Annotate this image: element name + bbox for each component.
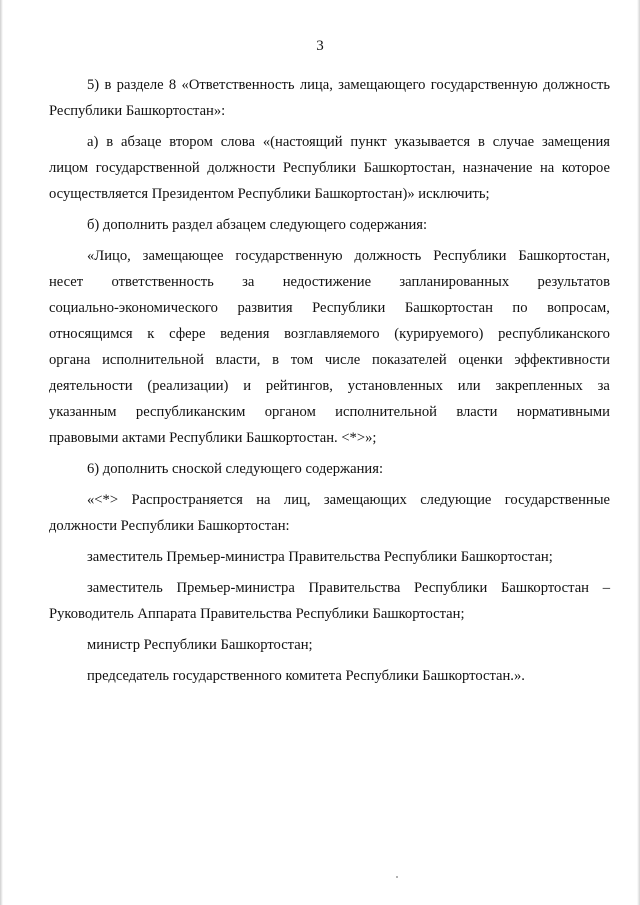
scan-speck (396, 876, 398, 878)
word: (курируемого) (394, 326, 484, 342)
word: указанным (49, 404, 117, 420)
quoted-line-2 (49, 269, 610, 295)
paragraph-item-b: б) дополнить раздел абзацем следующего содержания: (87, 217, 428, 233)
word: или (457, 378, 481, 394)
word: ведения (220, 326, 270, 342)
scan-edge-left (0, 0, 3, 905)
word: и (243, 378, 252, 394)
paragraph-item-6: 6) дополнить сноской следующего содержания: (87, 461, 384, 477)
word: деятельности (49, 378, 133, 394)
word: показателей (371, 352, 447, 368)
page-number: 3 (316, 38, 324, 54)
word: результатов (537, 274, 610, 290)
word: оценки (458, 352, 503, 368)
word: установленных (347, 378, 443, 394)
quoted-line-3 (49, 295, 610, 321)
paragraph-item-a: а) в абзаце втором слова «(настоящий пункт указывается в случае замещения лицом государственной должности Республики Башкортостан, назначение на которое осуществляется Президентом Республики Башкортостан)» исключить; (49, 134, 610, 202)
word: запланированных (399, 274, 510, 290)
word: власти, (215, 352, 261, 368)
word: республиканским (135, 404, 246, 420)
word: к (147, 326, 155, 342)
word: органа (49, 352, 91, 368)
footnote-position-committee-chair: председатель государственного комитета Республики Башкортостан.». (87, 668, 525, 684)
word: возглавляемого (284, 326, 380, 342)
word: рейтингов, (265, 378, 333, 394)
word: (реализации) (147, 378, 229, 394)
document-body (49, 72, 610, 694)
quoted-line-1 (49, 243, 610, 269)
quoted-line-1-text: «Лицо, замещающее государственную должность Республики Башкортостан, (87, 248, 610, 264)
word: сфере (169, 326, 206, 342)
word: власти (456, 404, 498, 420)
word: в (272, 352, 279, 368)
word: по (512, 300, 528, 316)
quoted-line-5 (49, 347, 610, 373)
footnote-intro: «<*> Распространяется на лиц, замещающих следующие государственные должности Республики Башкортостан: (49, 492, 610, 534)
word: республиканского (498, 326, 610, 342)
word: несет (49, 274, 84, 290)
footnote-position-deputy-premier: заместитель Премьер-министра Правительства Республики Башкортостан; (87, 549, 553, 565)
quoted-line-8: правовыми актами Республики Башкортостан. <*>»; (49, 430, 377, 446)
word: исполнительной (335, 404, 437, 420)
word: развития (237, 300, 293, 316)
word: Республики (312, 300, 386, 316)
word: за (597, 378, 610, 394)
quoted-line-6 (49, 373, 610, 399)
word: социально-экономического (49, 300, 218, 316)
word: вопросам, (547, 300, 610, 316)
word: числе (324, 352, 361, 368)
quoted-paragraph (49, 243, 610, 451)
word: Башкортостан (404, 300, 493, 316)
word: ответственность (111, 274, 214, 290)
quoted-line-7 (49, 399, 610, 425)
paragraph-section-8: 5) в разделе 8 «Ответственность лица, замещающего государственную должность Республики Башкортостан»: (49, 77, 610, 119)
footnote-position-minister: министр Республики Башкортостан; (87, 637, 313, 653)
word: исполнительной (102, 352, 204, 368)
word: закрепленных (495, 378, 583, 394)
word: за (242, 274, 255, 290)
word: нормативными (516, 404, 610, 420)
footnote-position-deputy-premier-head: заместитель Премьер-министра Правительства Республики Башкортостан – Руководитель Аппарата Правительства Республики Башкортостан; (49, 580, 610, 622)
word: органом (264, 404, 316, 420)
quoted-line-4 (49, 321, 610, 347)
word: эффективности (514, 352, 610, 368)
word: том (290, 352, 314, 368)
word: недостижение (282, 274, 372, 290)
word: относящимся (49, 326, 133, 342)
